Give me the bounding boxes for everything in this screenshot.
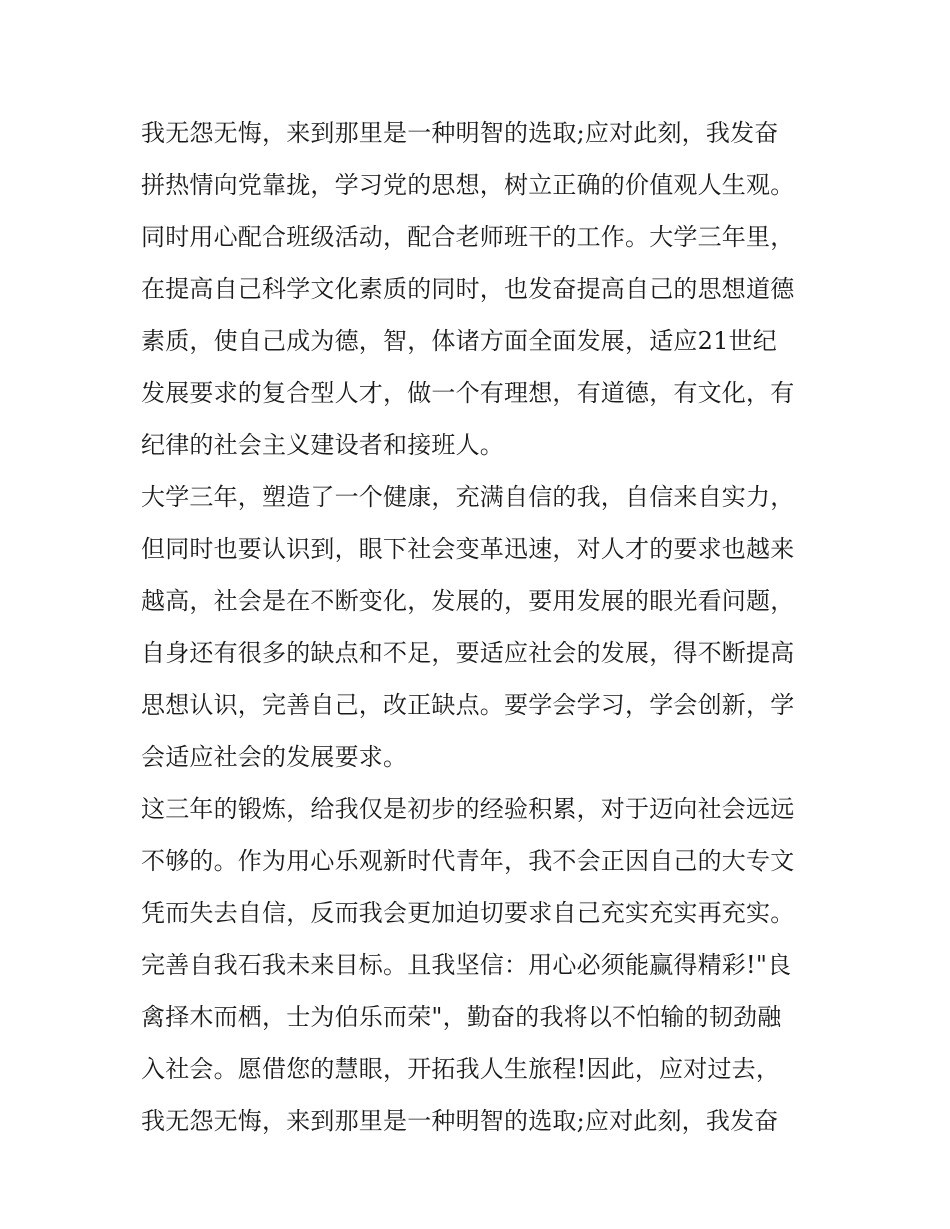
text-line: 凭而失去自信，反而我会更加迫切要求自己充实充实再充实。 [141, 899, 795, 927]
text-line: 思想认识，完善自己，改正缺点。要学会学习，学会创新，学 [141, 691, 795, 719]
text-line: 会适应社会的发展要求。 [141, 743, 408, 771]
text-line: 发展要求的复合型人才，做一个有理想，有道德，有文化，有 [141, 379, 795, 407]
text-line: 大学三年，塑造了一个健康，充满自信的我，自信来自实力， [141, 483, 795, 511]
text-line: 我无怨无悔，来到那里是一种明智的选取;应对此刻，我发奋 [141, 1107, 779, 1135]
text-line: 不够的。作为用心乐观新时代青年，我不会正因自己的大专文 [141, 847, 795, 875]
text-line: 自身还有很多的缺点和不足，要适应社会的发展，得不断提高 [141, 639, 795, 667]
text-line: 在提高自己科学文化素质的同时，也发奋提高自己的思想道德 [141, 275, 795, 303]
text-line: 纪律的社会主义建设者和接班人。 [141, 431, 504, 459]
text-line: 入社会。愿借您的慧眼，开拓我人生旅程!因此，应对过去， [141, 1055, 781, 1083]
text-line: 禽择木而栖，士为伯乐而荣"，勤奋的我将以不怕输的韧劲融 [141, 1003, 782, 1031]
text-line: 这三年的锻炼，给我仅是初步的经验积累，对于迈向社会远远 [141, 795, 795, 823]
document-body [141, 107, 831, 1147]
text-line: 素质，使自己成为德，智，体诸方面全面发展，适应21世纪 [141, 327, 777, 355]
text-line: 完善自我石我未来目标。且我坚信：用心必须能赢得精彩!"良 [141, 951, 792, 979]
text-line: 同时用心配合班级活动，配合老师班干的工作。大学三年里， [141, 223, 795, 251]
text-line: 越高，社会是在不断变化，发展的，要用发展的眼光看问题， [141, 587, 795, 615]
text-line: 我无怨无悔，来到那里是一种明智的选取;应对此刻，我发奋 [141, 119, 779, 147]
text-line: 但同时也要认识到，眼下社会变革迅速，对人才的要求也越来 [141, 535, 795, 563]
text-line: 拼热情向党靠拢，学习党的思想，树立正确的价值观人生观。 [141, 171, 795, 199]
